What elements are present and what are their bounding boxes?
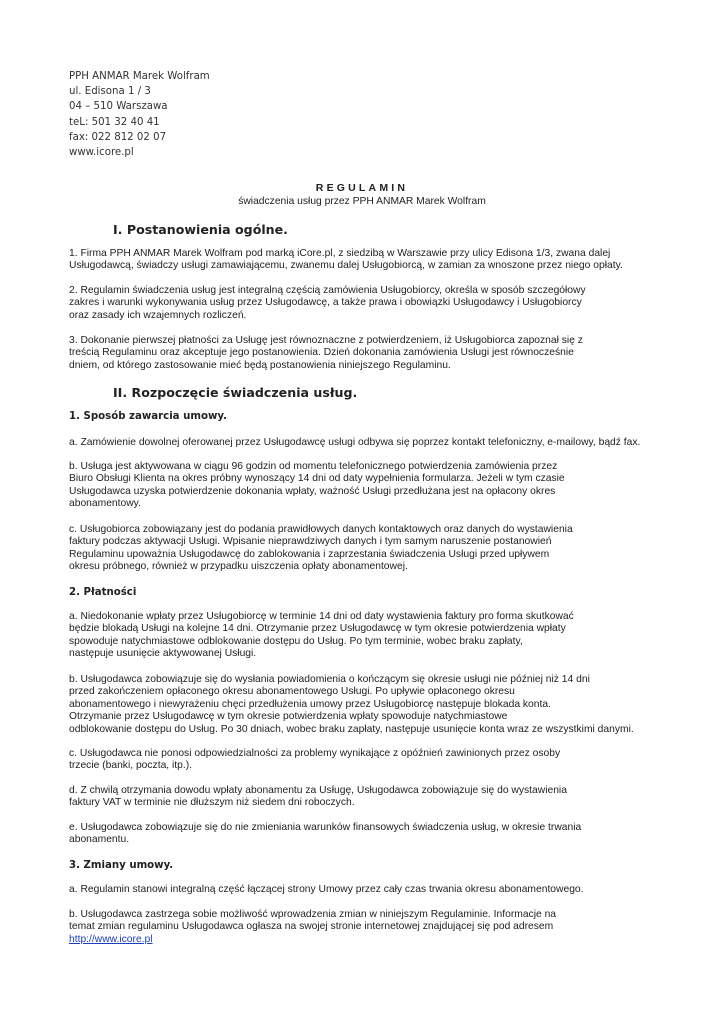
text-line: spowoduje natychmiastowe odblokowanie dostępu do Usług. Po tym terminie, wobec braku zapłaty, [69,635,523,647]
text-line: c. Usługodawca nie ponosi odpowiedzialności za problemy wynikające z opóźnień zawinionych przez osoby [69,748,561,759]
phone-number: teL: 501 32 40 41 [69,116,160,128]
subsection-heading: 3. Zmiany umowy. [69,860,174,871]
paragraph [69,461,669,511]
website-text: www.icore.pl [69,147,134,159]
text-line: temat zmian regulaminu Usługodawca ogłasza na swojej stronie internetowej znajdującej się pod adresem [69,921,554,933]
street-address: ul. Edisona 1 / 3 [69,86,151,98]
text-line: e. Usługodawca zobowiązuje się do nie zmieniania warunków finansowych świadczenia usług, w okresie trwania [69,822,582,833]
text-line: przed zakończeniem opłaconego okresu abonamentowego Usługi. Po upływie opłaconego okresu [69,686,515,698]
text-line: odblokowanie dostępu do Usług. Po 30 dniach, wobec braku zapłaty, następuje usunięcie konta wraz ze wszystkimi danymi. [69,723,634,735]
section-heading-2: II. Rozpoczęcie świadczenia usług. [113,385,358,400]
text-line: dniem, od którego zastosowanie mieć będą postanowienia niniejszego Regulaminu. [69,359,451,371]
text-line: Regulaminu upoważnia Usługodawcę do zablokowania i zaprzestania świadczenia Usługi przed upływem [69,548,550,560]
text-line: treścią Regulaminu oraz akceptuje jego postanowienia. Dzień dokonania zamówienia Usługi jest równocześnie [69,347,574,359]
text-line: 2. Regulamin świadczenia usług jest integralną częścią zamówienia Usługobiorcy, określa w sposób szczegółowy [69,285,586,296]
paragraph [69,611,669,661]
text-line: a. Zamówienie dowolnej oferowanej przez Usługodawcę usługi odbywa się poprzez kontakt telefoniczny, e-mailowy, bądź fax. [69,437,641,448]
text-line: Otrzymanie przez Usługodawcę w tym okresie potwierdzenia wpłaty spowoduje natychmiastowe [69,711,508,723]
paragraph [69,524,669,574]
text-line: d. Z chwilą otrzymania dowodu wpłaty abonamentu za Usługę, Usługodawca zobowiązuje się do wystawienia [69,785,567,796]
text-line: okresu próbnego, również w przypadku uiszczenia opłaty abonamentowej. [69,561,408,573]
text-line: będzie blokadą Usługi na kolejne 14 dni. Otrzymanie przez Usługodawcę w tym okresie potwierdzenia wpłaty [69,623,566,635]
text-line: abonamentowy. [69,498,141,510]
company-address-block [69,69,210,160]
paragraph [69,884,669,896]
text-line: a. Regulamin stanowi integralną część łączącej strony Umowy przez cały czas trwania okresu abonamentowego. [69,884,584,895]
title-regulamin: REGULAMIN [315,182,409,194]
text-line: 1. Firma PPH ANMAR Marek Wolfram pod marką iCore.pl, z siedzibą w Warszawie przy ulicy Edisona 1/3, zwana dalej [69,248,611,259]
paragraph [69,248,669,273]
text-line: Usługodawcą, świadczy usługi zamawiającemu, zwanemu dalej Usługobiorcą, w zamian za wnoszone przez niego opłaty. [69,260,623,272]
text-line: następuje usunięcie aktywowanej Usługi. [69,648,257,660]
text-line: abonamentowego i niewyrażeniu chęci przedłużenia umowy przez Usługobiorcę następuje blokada konta. [69,698,551,710]
paragraph [69,822,669,847]
paragraph [69,785,669,810]
text-line: abonamentu. [69,834,130,846]
postal-city: 04 – 510 Warszawa [69,101,168,113]
text-line: faktury VAT w terminie nie dłuższym niż siedem dni roboczych. [69,797,355,809]
section-heading-1: I. Postanowienia ogólne. [113,222,288,237]
title-subtitle: świadczenia usług przez PPH ANMAR Marek Wolfram [238,196,486,207]
paragraph-with-link [69,909,669,946]
text-line: Biuro Obsługi Klienta na okres próbny wynoszący 14 dni od daty wypełnienia formularza. Jeżeli w tym czasie [69,473,565,485]
text-line: 3. Dokonanie pierwszej płatności za Usługę jest równoznaczne z potwierdzeniem, iż Usługobiorca zapoznał się z [69,335,583,346]
paragraph [69,437,669,449]
text-line: c. Usługobiorca zobowiązany jest do podania prawidłowych danych kontaktowych oraz danych do wystawienia [69,524,573,535]
subsection-heading: 1. Sposób zawarcia umowy. [69,411,227,422]
subsection-heading: 2. Płatności [69,587,137,598]
document-title [0,182,724,207]
paragraph [69,674,669,736]
text-line: trzecie (banki, poczta, itp.). [69,760,193,772]
text-line: oraz zasady ich wzajemnych rozliczeń. [69,309,247,321]
paragraph-body [69,909,669,934]
website-link[interactable]: http://www.icore.pl [69,933,153,945]
fax-number: fax: 022 812 02 07 [69,131,167,143]
text-line: faktury podczas aktywacji Usługi. Wpisanie nieprawdziwych danych i tym samym naruszenie postanowień [69,536,552,548]
text-line: a. Niedokonanie wpłaty przez Usługobiorcę w terminie 14 dni od daty wystawienia faktury pro forma skutkować [69,611,574,622]
paragraph [69,335,669,372]
text-line: zakres i warunki wykonywania usług przez Usługodawcę, a także prawa i obowiązki Usługodawcy i Usługobiorcy [69,297,582,309]
paragraph [69,748,669,773]
company-name: PPH ANMAR Marek Wolfram [69,71,210,82]
text-line: b. Usługa jest aktywowana w ciągu 96 godzin od momentu telefonicznego potwierdzenia zamówienia przez [69,461,558,472]
paragraph [69,285,669,322]
text-line: b. Usługodawca zastrzega sobie możliwość wprowadzenia zmian w niniejszym Regulaminie. Informacje na [69,909,557,920]
text-line: b. Usługodawca zobowiązuje się do wysłania powiadomienia o kończącym się okresie usługi nie później niż 14 dni [69,674,590,685]
text-line: Usługodawca uzyska potwierdzenie dokonania wpłaty, ważność Usługi przedłużana jest na opłacony okres [69,485,556,497]
